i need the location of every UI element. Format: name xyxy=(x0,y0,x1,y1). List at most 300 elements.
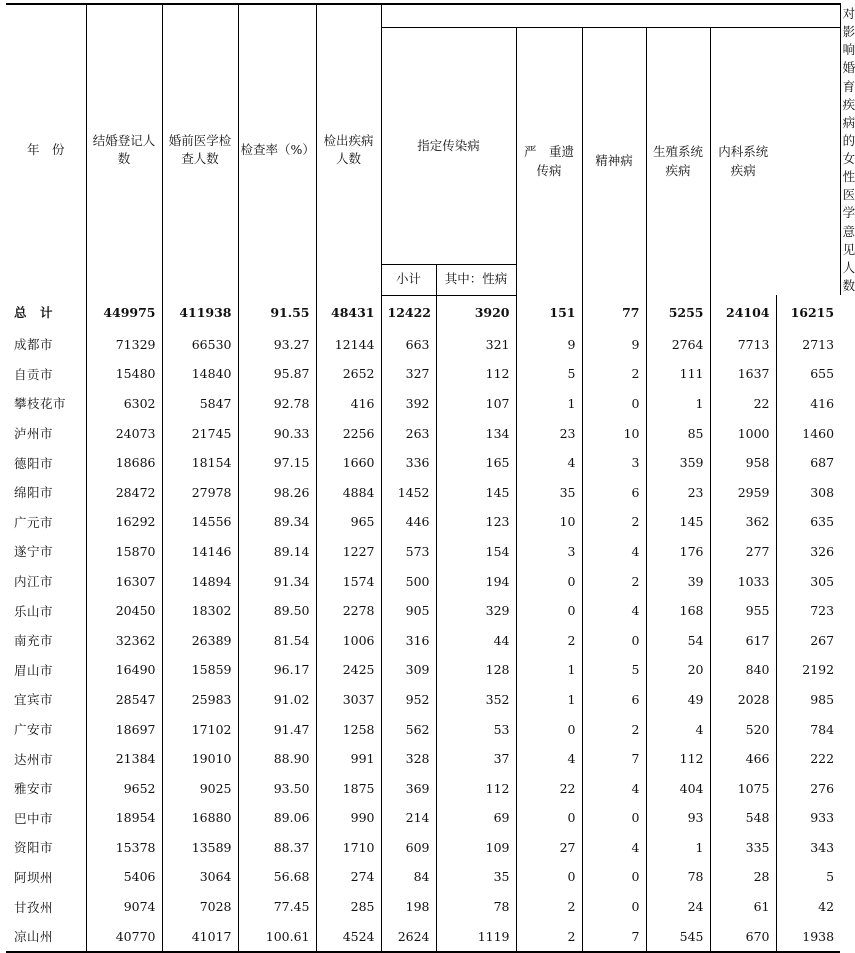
cell: 42 xyxy=(776,892,840,922)
cell: 21384 xyxy=(86,744,162,774)
table-row xyxy=(6,625,840,655)
table-row xyxy=(6,330,840,360)
table-row xyxy=(6,359,840,389)
cell: 1637 xyxy=(710,359,776,389)
cell: 308 xyxy=(776,477,840,507)
cell: 32362 xyxy=(86,625,162,655)
cell: 958 xyxy=(710,448,776,478)
cell: 37 xyxy=(436,744,516,774)
region-name: 宜宾市 xyxy=(14,692,54,708)
table-row xyxy=(6,596,840,626)
cell: 1710 xyxy=(316,833,381,863)
region-name: 攀枝花市 xyxy=(14,396,67,412)
cell: 134 xyxy=(436,418,516,448)
cell: 61 xyxy=(710,892,776,922)
cell: 16880 xyxy=(162,803,238,833)
cell: 1452 xyxy=(381,477,436,507)
cell: 91.34 xyxy=(238,566,316,596)
cell: 98.26 xyxy=(238,477,316,507)
cell: 2192 xyxy=(776,655,840,685)
cell: 5847 xyxy=(162,389,238,419)
cell: 10 xyxy=(582,418,646,448)
cell: 1258 xyxy=(316,714,381,744)
cell: 404 xyxy=(646,773,710,803)
cell: 26389 xyxy=(162,625,238,655)
cell: 198 xyxy=(381,892,436,922)
cell: 44 xyxy=(436,625,516,655)
cell: 1033 xyxy=(710,566,776,596)
cell: 1000 xyxy=(710,418,776,448)
cell: 54 xyxy=(646,625,710,655)
cell: 77 xyxy=(582,295,646,330)
region-name: 广安市 xyxy=(14,722,54,738)
cell: 5 xyxy=(582,655,646,685)
cell: 316 xyxy=(381,625,436,655)
cell: 89.06 xyxy=(238,803,316,833)
cell: 89.50 xyxy=(238,596,316,626)
cell: 16490 xyxy=(86,655,162,685)
cell: 111 xyxy=(646,359,710,389)
cell: 91.55 xyxy=(238,295,316,330)
cell: 24104 xyxy=(710,295,776,330)
cell: 1075 xyxy=(710,773,776,803)
cell: 0 xyxy=(582,625,646,655)
cell: 78 xyxy=(646,862,710,892)
cell: 663 xyxy=(381,330,436,360)
cell: 952 xyxy=(381,685,436,715)
cell: 277 xyxy=(710,537,776,567)
cell: 95.87 xyxy=(238,359,316,389)
cell: 56.68 xyxy=(238,862,316,892)
region-name: 自贡市 xyxy=(14,366,54,382)
cell: 309 xyxy=(381,655,436,685)
cell: 145 xyxy=(436,477,516,507)
region-name: 绵阳市 xyxy=(14,485,54,501)
cell: 7 xyxy=(582,744,646,774)
cell: 9 xyxy=(516,330,582,360)
cell: 0 xyxy=(516,566,582,596)
cell: 0 xyxy=(516,596,582,626)
table-row xyxy=(6,389,840,419)
cell: 1 xyxy=(646,833,710,863)
region-name: 达州市 xyxy=(14,751,54,767)
region-name: 广元市 xyxy=(14,514,54,530)
cell: 352 xyxy=(436,685,516,715)
cell: 545 xyxy=(646,921,710,952)
cell: 3 xyxy=(582,448,646,478)
cell: 2 xyxy=(516,921,582,952)
cell: 343 xyxy=(776,833,840,863)
cell: 7713 xyxy=(710,330,776,360)
cell: 4 xyxy=(582,833,646,863)
cell: 15859 xyxy=(162,655,238,685)
cell: 18686 xyxy=(86,448,162,478)
cell: 840 xyxy=(710,655,776,685)
cell: 635 xyxy=(776,507,840,537)
cell: 145 xyxy=(646,507,710,537)
cell: 0 xyxy=(582,389,646,419)
cell: 10 xyxy=(516,507,582,537)
header-infectious: 指定传染病 xyxy=(381,28,516,265)
region-name: 内江市 xyxy=(14,574,54,590)
cell: 85 xyxy=(646,418,710,448)
cell: 4 xyxy=(582,537,646,567)
cell: 991 xyxy=(316,744,381,774)
cell: 0 xyxy=(582,803,646,833)
cell: 28472 xyxy=(86,477,162,507)
region-name: 雅安市 xyxy=(14,781,54,797)
cell: 3 xyxy=(516,537,582,567)
cell: 326 xyxy=(776,537,840,567)
cell: 392 xyxy=(381,389,436,419)
cell: 28547 xyxy=(86,685,162,715)
region-name: 巴中市 xyxy=(14,810,54,826)
cell: 965 xyxy=(316,507,381,537)
cell: 1119 xyxy=(436,921,516,952)
cell: 1 xyxy=(516,655,582,685)
region-name: 眉山市 xyxy=(14,662,54,678)
cell: 91.47 xyxy=(238,714,316,744)
region-name: 甘孜州 xyxy=(14,899,54,915)
table-row xyxy=(6,566,840,596)
cell: 327 xyxy=(381,359,436,389)
total-row xyxy=(6,295,840,330)
cell: 362 xyxy=(710,507,776,537)
cell: 14840 xyxy=(162,359,238,389)
cell: 723 xyxy=(776,596,840,626)
cell: 4884 xyxy=(316,477,381,507)
cell: 84 xyxy=(381,862,436,892)
cell: 466 xyxy=(710,744,776,774)
cell: 955 xyxy=(710,596,776,626)
cell: 151 xyxy=(516,295,582,330)
cell: 335 xyxy=(710,833,776,863)
cell: 1006 xyxy=(316,625,381,655)
cell: 13589 xyxy=(162,833,238,863)
header-infectious-subtotal: 小计 xyxy=(381,264,436,295)
table-row xyxy=(6,537,840,567)
cell: 21745 xyxy=(162,418,238,448)
cell: 267 xyxy=(776,625,840,655)
cell: 89.14 xyxy=(238,537,316,567)
header-disease-detected: 检出疾病人数 xyxy=(316,4,381,295)
cell: 617 xyxy=(710,625,776,655)
cell: 16307 xyxy=(86,566,162,596)
cell: 7 xyxy=(582,921,646,952)
cell: 2713 xyxy=(776,330,840,360)
cell: 4 xyxy=(582,773,646,803)
header-internal: 内科系统疾病 xyxy=(710,28,776,296)
cell: 446 xyxy=(381,507,436,537)
header-marriage-registered: 结婚登记人数 xyxy=(86,4,162,295)
table-row xyxy=(6,714,840,744)
cell: 328 xyxy=(381,744,436,774)
cell: 2 xyxy=(582,359,646,389)
cell: 18302 xyxy=(162,596,238,626)
cell: 12144 xyxy=(316,330,381,360)
table-row xyxy=(6,477,840,507)
cell: 90.33 xyxy=(238,418,316,448)
cell: 2652 xyxy=(316,359,381,389)
cell: 28 xyxy=(710,862,776,892)
region-name: 德阳市 xyxy=(14,455,54,471)
cell: 449975 xyxy=(86,295,162,330)
cell: 655 xyxy=(776,359,840,389)
cell: 93.27 xyxy=(238,330,316,360)
cell: 2 xyxy=(516,892,582,922)
cell: 112 xyxy=(646,744,710,774)
cell: 1227 xyxy=(316,537,381,567)
cell: 41017 xyxy=(162,921,238,952)
cell: 3037 xyxy=(316,685,381,715)
cell: 40770 xyxy=(86,921,162,952)
cell: 93.50 xyxy=(238,773,316,803)
cell: 112 xyxy=(436,359,516,389)
cell: 9 xyxy=(582,330,646,360)
cell: 990 xyxy=(316,803,381,833)
cell: 416 xyxy=(776,389,840,419)
cell: 5 xyxy=(776,862,840,892)
cell: 1875 xyxy=(316,773,381,803)
cell: 14556 xyxy=(162,507,238,537)
cell: 4 xyxy=(516,744,582,774)
cell: 5 xyxy=(516,359,582,389)
cell: 933 xyxy=(776,803,840,833)
cell: 81.54 xyxy=(238,625,316,655)
cell: 23 xyxy=(516,418,582,448)
cell: 53 xyxy=(436,714,516,744)
cell: 0 xyxy=(582,862,646,892)
cell: 25983 xyxy=(162,685,238,715)
cell: 2 xyxy=(582,507,646,537)
cell: 336 xyxy=(381,448,436,478)
cell: 9025 xyxy=(162,773,238,803)
cell: 329 xyxy=(436,596,516,626)
table-row xyxy=(6,921,840,952)
cell: 1 xyxy=(646,389,710,419)
cell: 49 xyxy=(646,685,710,715)
region-name: 遂宁市 xyxy=(14,544,54,560)
cell: 670 xyxy=(710,921,776,952)
cell: 2425 xyxy=(316,655,381,685)
cell: 321 xyxy=(436,330,516,360)
cell: 15870 xyxy=(86,537,162,567)
region-name: 资阳市 xyxy=(14,840,54,856)
header-premarital-checked: 婚前医学检查人数 xyxy=(162,4,238,295)
cell: 48431 xyxy=(316,295,381,330)
header-infectious-std: 其中：性病 xyxy=(436,264,516,295)
cell: 17102 xyxy=(162,714,238,744)
cell: 359 xyxy=(646,448,710,478)
table-body xyxy=(6,295,840,952)
cell: 69 xyxy=(436,803,516,833)
cell: 1938 xyxy=(776,921,840,952)
cell: 66530 xyxy=(162,330,238,360)
table-row xyxy=(6,448,840,478)
table-row xyxy=(6,773,840,803)
cell: 14894 xyxy=(162,566,238,596)
region-name: 南充市 xyxy=(14,633,54,649)
table-row xyxy=(6,507,840,537)
cell: 92.78 xyxy=(238,389,316,419)
cell: 9074 xyxy=(86,892,162,922)
region-name: 成都市 xyxy=(14,337,54,353)
cell: 6 xyxy=(582,477,646,507)
cell: 96.17 xyxy=(238,655,316,685)
cell: 985 xyxy=(776,685,840,715)
cell: 6302 xyxy=(86,389,162,419)
cell: 263 xyxy=(381,418,436,448)
cell: 3064 xyxy=(162,862,238,892)
cell: 165 xyxy=(436,448,516,478)
cell: 416 xyxy=(316,389,381,419)
cell: 0 xyxy=(516,714,582,744)
cell: 2256 xyxy=(316,418,381,448)
cell: 27 xyxy=(516,833,582,863)
table-header: 年 份 结婚登记人数 婚前医学检查人数 检查率（%） 检出疾病人数 对影响婚育疾病的女性医学意见人数 指定传染病 严 重遗传病 精神病 生殖系统疾病 内科系统疾病 小计 其中：性病 xyxy=(6,4,840,295)
cell: 14146 xyxy=(162,537,238,567)
cell: 214 xyxy=(381,803,436,833)
cell: 573 xyxy=(381,537,436,567)
cell: 0 xyxy=(516,862,582,892)
cell: 0 xyxy=(582,892,646,922)
cell: 88.37 xyxy=(238,833,316,863)
region-name: 乐山市 xyxy=(14,603,54,619)
cell: 78 xyxy=(436,892,516,922)
table-row xyxy=(6,833,840,863)
cell: 20450 xyxy=(86,596,162,626)
region-name: 阿坝州 xyxy=(14,869,54,885)
cell: 548 xyxy=(710,803,776,833)
cell: 77.45 xyxy=(238,892,316,922)
cell: 93 xyxy=(646,803,710,833)
cell: 500 xyxy=(381,566,436,596)
table-row xyxy=(6,862,840,892)
cell: 176 xyxy=(646,537,710,567)
cell: 19010 xyxy=(162,744,238,774)
cell: 12422 xyxy=(381,295,436,330)
cell: 1660 xyxy=(316,448,381,478)
table-row xyxy=(6,803,840,833)
header-mental: 精神病 xyxy=(582,28,646,296)
table-row xyxy=(6,418,840,448)
cell: 411938 xyxy=(162,295,238,330)
cell: 88.90 xyxy=(238,744,316,774)
cell: 276 xyxy=(776,773,840,803)
cell: 4 xyxy=(516,448,582,478)
cell: 520 xyxy=(710,714,776,744)
cell: 7028 xyxy=(162,892,238,922)
cell: 107 xyxy=(436,389,516,419)
cell: 905 xyxy=(381,596,436,626)
cell: 1574 xyxy=(316,566,381,596)
cell: 154 xyxy=(436,537,516,567)
cell: 18954 xyxy=(86,803,162,833)
cell: 168 xyxy=(646,596,710,626)
cell: 6 xyxy=(582,685,646,715)
cell: 15378 xyxy=(86,833,162,863)
total-region: 总 计 xyxy=(14,305,54,321)
cell: 18697 xyxy=(86,714,162,744)
cell: 22 xyxy=(710,389,776,419)
cell: 112 xyxy=(436,773,516,803)
cell: 784 xyxy=(776,714,840,744)
region-name: 凉山州 xyxy=(6,921,86,952)
cell: 2 xyxy=(516,625,582,655)
cell: 22 xyxy=(516,773,582,803)
cell: 16292 xyxy=(86,507,162,537)
cell: 15480 xyxy=(86,359,162,389)
cell: 27978 xyxy=(162,477,238,507)
header-region: 年 份 xyxy=(6,4,86,295)
cell: 35 xyxy=(516,477,582,507)
table-row xyxy=(6,655,840,685)
region-name: 泸州市 xyxy=(14,426,54,442)
cell: 9652 xyxy=(86,773,162,803)
cell: 35 xyxy=(436,862,516,892)
cell: 2764 xyxy=(646,330,710,360)
cell: 2028 xyxy=(710,685,776,715)
cell: 2 xyxy=(582,566,646,596)
cell: 5255 xyxy=(646,295,710,330)
cell: 24 xyxy=(646,892,710,922)
table-row xyxy=(6,744,840,774)
cell: 5406 xyxy=(86,862,162,892)
cell: 2959 xyxy=(710,477,776,507)
cell: 687 xyxy=(776,448,840,478)
cell: 89.34 xyxy=(238,507,316,537)
cell: 123 xyxy=(436,507,516,537)
cell: 4 xyxy=(646,714,710,744)
marriage-check-table xyxy=(6,3,855,953)
table-row xyxy=(6,892,840,922)
cell: 609 xyxy=(381,833,436,863)
cell: 2624 xyxy=(381,921,436,952)
cell: 4524 xyxy=(316,921,381,952)
cell: 369 xyxy=(381,773,436,803)
cell: 71329 xyxy=(86,330,162,360)
cell: 274 xyxy=(316,862,381,892)
cell: 97.15 xyxy=(238,448,316,478)
cell: 91.02 xyxy=(238,685,316,715)
cell: 24073 xyxy=(86,418,162,448)
cell: 0 xyxy=(516,803,582,833)
cell: 23 xyxy=(646,477,710,507)
cell: 18154 xyxy=(162,448,238,478)
cell: 109 xyxy=(436,833,516,863)
cell: 1 xyxy=(516,685,582,715)
cell: 285 xyxy=(316,892,381,922)
cell: 1 xyxy=(516,389,582,419)
cell: 305 xyxy=(776,566,840,596)
cell: 562 xyxy=(381,714,436,744)
cell: 222 xyxy=(776,744,840,774)
cell: 16215 xyxy=(776,295,840,330)
cell: 4 xyxy=(582,596,646,626)
cell: 3920 xyxy=(436,295,516,330)
cell: 1460 xyxy=(776,418,840,448)
header-genetic: 严 重遗传病 xyxy=(516,28,582,296)
cell: 128 xyxy=(436,655,516,685)
cell: 39 xyxy=(646,566,710,596)
table-row xyxy=(6,685,840,715)
header-reproductive: 生殖系统疾病 xyxy=(646,28,710,296)
cell: 2278 xyxy=(316,596,381,626)
header-check-rate: 检查率（%） xyxy=(238,4,316,295)
cell: 2 xyxy=(582,714,646,744)
cell: 100.61 xyxy=(238,921,316,952)
cell: 20 xyxy=(646,655,710,685)
